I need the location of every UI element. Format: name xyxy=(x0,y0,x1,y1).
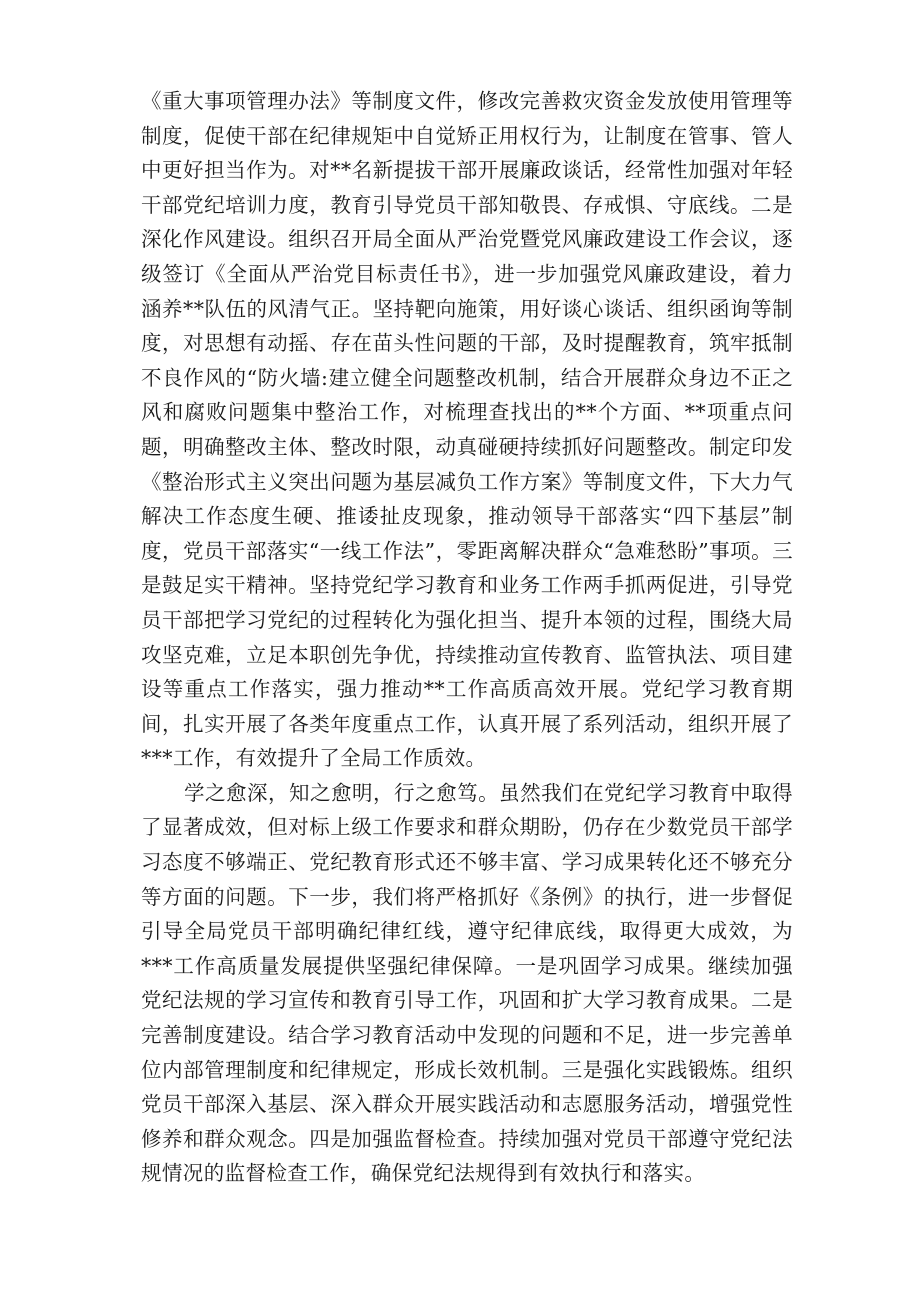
paragraph-1: 《重大事项管理办法》等制度文件，修改完善救灾资金发放使用管理等制度，促使干部在纪律规矩中自觉矫正用权行为，让制度在管事、管人中更好担当作为。对**名新提拔干部开展廉政谈话，经常性加强对年轻干部党纪培训力度，教育引导党员干部知敬畏、存戒惧、守底线。二是深化作风建设。组织召开局全面从严治党暨党风廉政建设工作会议，逐级签订《全面从严治党目标责任书》，进一步加强党风廉政建设，着力涵养**队伍的风清气正。坚持靶向施策，用好谈心谈话、组织函询等制度，对思想有动摇、存在苗头性问题的干部，及时提醒教育，筑牢抵制不良作风的“防火墙:建立健全问题整改机制，结合开展群众身边不正之风和腐败问题集中整治工作，对梳理查找出的**个方面、**项重点问题，明确整改主体、整改时限，动真碰硬持续抓好问题整改。制定印发《整治形式主义突出问题为基层减负工作方案》等制度文件，下大力气解决工作态度生硬、推诿扯皮现象，推动领导干部落实“四下基层”制度，党员干部落实“一线工作法”，零距离解决群众“急难愁盼”事项。三是鼓足实干精神。坚持党纪学习教育和业务工作两手抓两促进，引导党员干部把学习党纪的过程转化为强化担当、提升本领的过程，围绕大局攻坚克难，立足本职创先争优，持续推动宣传教育、监管执法、项目建设等重点工作落实，强力推动**工作高质高效开展。党纪学习教育期间，扎实开展了各类年度重点工作，认真开展了系列活动，组织开展了***工作，有效提升了全局工作质效。 xyxy=(141,89,793,771)
paragraph-2: 学之愈深，知之愈明，行之愈笃。虽然我们在党纪学习教育中取得了显著成效，但对标上级工作要求和群众期盼，仍存在少数党员干部学习态度不够端正、党纪教育形式还不够丰富、学习成果转化还不够充分等方面的问题。下一步，我们将严格抓好《条例》的执行，进一步督促引导全局党员干部明确纪律红线，遵守纪律底线，取得更大成效，为***工作高质量发展提供坚强纪律保障。一是巩固学习成果。继续加强党纪法规的学习宣传和教育引导工作，巩固和扩大学习教育成果。二是完善制度建设。结合学习教育活动中发现的问题和不足，进一步完善单位内部管理制度和纪律规定，形成长效机制。三是强化实践锻炼。组织党员干部深入基层、深入群众开展实践活动和志愿服务活动，增强党性修养和群众观念。四是加强监督检查。持续加强对党员干部遵守党纪法规情况的监督检查工作，确保党纪法规得到有效执行和落实。 xyxy=(141,780,793,1186)
document-body xyxy=(141,84,793,1191)
